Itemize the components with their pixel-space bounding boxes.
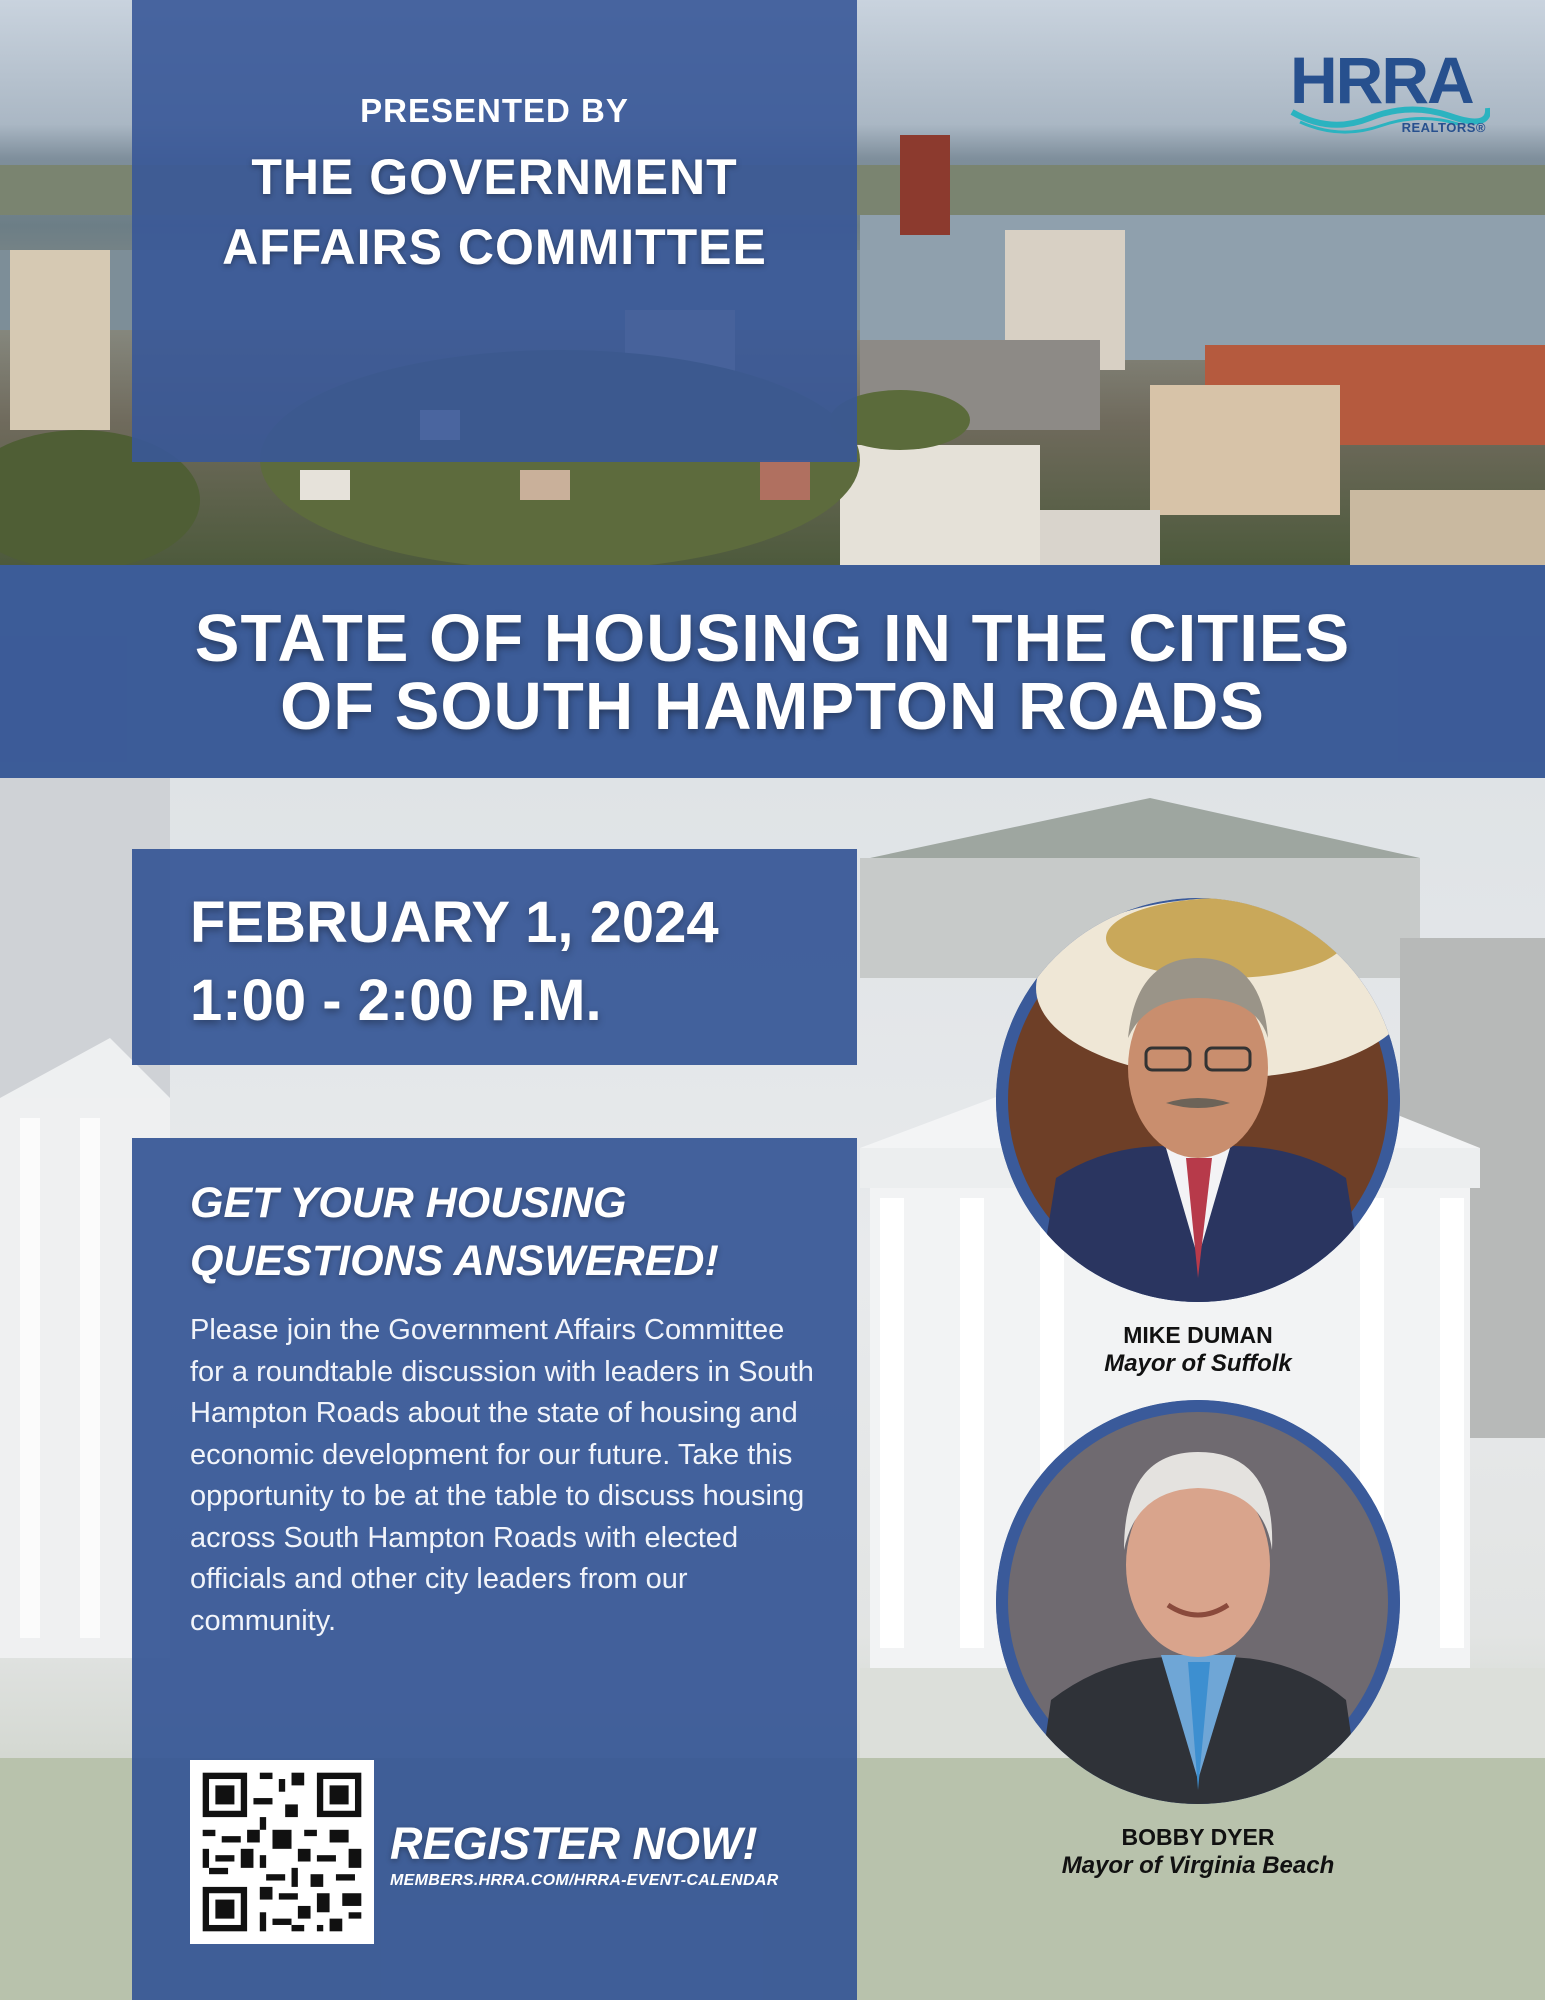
speaker-1-title: Mayor of Suffolk — [1104, 1350, 1292, 1377]
register-now-label: REGISTER NOW! — [390, 1818, 758, 1869]
register-qr-code[interactable] — [190, 1760, 374, 1944]
info-headline-line-1: GET YOUR HOUSING — [190, 1179, 627, 1227]
presented-by-label: PRESENTED BY — [360, 92, 629, 129]
event-title-line-2: OF SOUTH HAMPTON ROADS — [280, 669, 1265, 744]
logo-tagline: REALTORS® — [1401, 120, 1486, 135]
logo-brand: HRRA — [1290, 43, 1473, 117]
info-panel — [132, 1138, 857, 2000]
qr-code-icon — [190, 1760, 374, 1944]
register-url-link[interactable]: MEMBERS.HRRA.COM/HRRA-EVENT-CALENDAR — [390, 1872, 779, 1889]
event-time: 1:00 - 2:00 P.M. — [190, 968, 602, 1033]
info-headline — [190, 1174, 830, 1290]
event-title-line-1: STATE OF HOUSING IN THE CITIES — [194, 601, 1351, 676]
committee-name — [132, 142, 857, 282]
event-date: FEBRUARY 1, 2024 — [190, 890, 719, 955]
info-body: Please join the Government Affairs Committee for a roundtable discussion with leaders in South Hampton Roads about the state of housing and economic development for our future. Take this opportunity to be at the table to discuss housing across South Hampton Roads with elected officials and other city leaders from our community. — [190, 1314, 814, 1637]
info-headline-line-2: QUESTIONS ANSWERED! — [190, 1237, 719, 1285]
hrra-logo — [1290, 42, 1490, 142]
speaker-2-name: BOBBY DYER — [1121, 1824, 1275, 1850]
speaker-portrait-bobby-dyer — [996, 1400, 1400, 1804]
event-title — [0, 601, 1545, 744]
speaker-2-title: Mayor of Virginia Beach — [1061, 1852, 1335, 1879]
committee-line-1: THE GOVERNMENT — [251, 149, 738, 205]
speaker-portrait-mike-duman — [996, 898, 1400, 1302]
speaker-1-name: MIKE DUMAN — [1123, 1322, 1273, 1348]
committee-line-2: AFFAIRS COMMITTEE — [222, 219, 767, 275]
date-panel — [132, 849, 857, 1065]
presented-by-panel — [132, 0, 857, 462]
